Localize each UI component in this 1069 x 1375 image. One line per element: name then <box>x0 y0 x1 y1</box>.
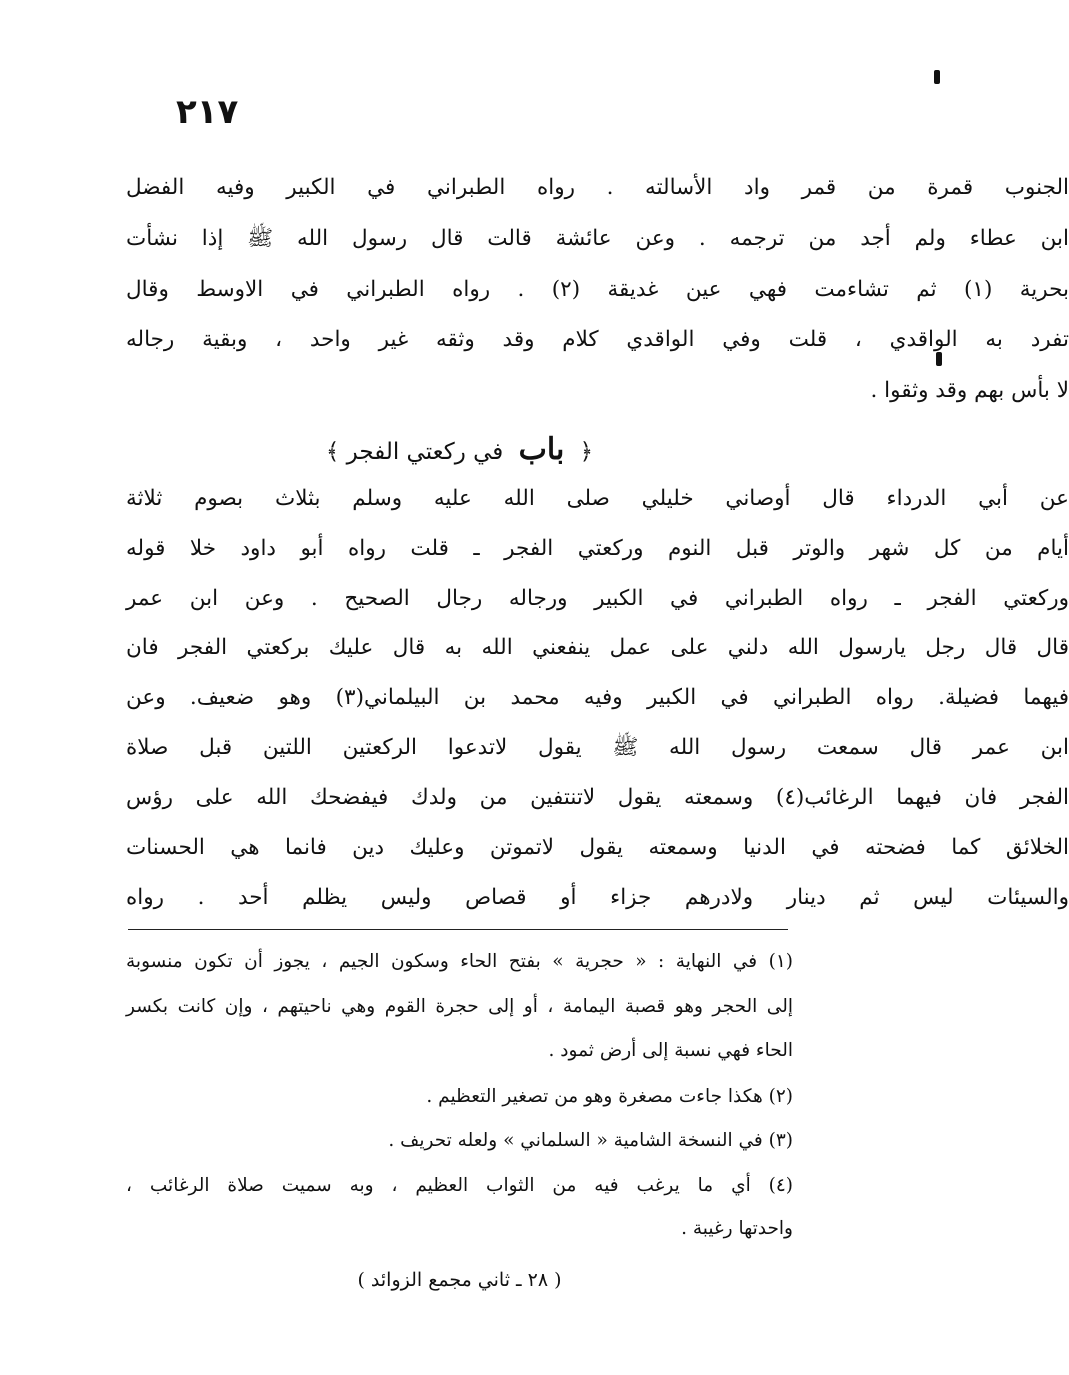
footnote-line: (٤) أي ما يرغب فيه من الثواب العظيم ، وبه سميت صلاة الرغائب ، <box>126 1175 793 1196</box>
footnote-line: (٣) في النسخة الشامية « السلماني » ولعله تحريف . <box>388 1130 793 1151</box>
body-line: بحرية (١) ثم تشاءمت فهي عين غديقة (٢) . رواه الطبراني في الاوسط وقال <box>126 277 1069 302</box>
body-line: قال قال رجل يارسول الله دلني على عمل ينفعني الله به قال عليك بركعتي الفجر فان <box>126 635 1069 660</box>
body-line: وركعتي الفجر ـ رواه الطبراني في الكبير ورجاله رجال الصحيح . وعن ابن عمر <box>126 586 1069 611</box>
body-line: الخلائق كما فضحته في الدنيا وسمعته يقول لاتموتن وعليك دين فانما هي الحسنات <box>126 835 1069 860</box>
footnote-divider <box>128 929 788 930</box>
heading-word: باب <box>518 432 565 467</box>
body-line: ابن عمر قال سمعت رسول الله ﷺ يقول لاتدعوا الركعتين اللتين قبل صلاة <box>126 735 1069 760</box>
signature-mark: ( ٢٨ ـ ثاني مجمع الزوائد ) <box>357 1269 562 1291</box>
heading-title: في ركعتي الفجر <box>346 439 504 465</box>
body-line: لا بأس بهم وقد وثقوا . <box>870 378 1069 403</box>
scan-edge-mark <box>936 352 942 366</box>
footnote-line: إلى الحجر وهو قصبة اليمامة ، أو إلى حجرة القوم وهي ناحيتهم ، وإن كانت بكسر <box>126 996 793 1017</box>
body-line: الفجر فان فيهما الرغائب(٤) وسمعته يقول لاتنتفين من ولدك فيفضحك الله على رؤس <box>126 785 1069 810</box>
footnote-line: الحاء فهي نسبة إلى أرض ثمود . <box>548 1040 793 1061</box>
body-line: الجنوب قمرة من قمر واد الأسالته . رواه الطبراني في الكبير وفيه الفضل <box>126 175 1069 200</box>
section-heading <box>126 430 793 472</box>
heading-bracket-open: ﴿ <box>579 439 594 465</box>
body-line: عن أبي الدرداء قال أوصاني خليلي صلى الله عليه وسلم بثلاث بصوم ثلاثة <box>126 486 1069 511</box>
footnote-line: (٢) هكذا جاءت مصغرة وهو من تصغير التعظيم . <box>426 1086 793 1107</box>
body-line: والسيئات ليس ثم دينار ولادرهم جزاء أو قصاص وليس يظلم أحد . رواه <box>126 885 1069 910</box>
heading-bracket-close: ﴾ <box>325 439 340 465</box>
footnote-line: (١) في النهاية : « حجرية » بفتح الحاء وسكون الجيم ، يجوز أن تكون منسوبة <box>126 951 793 972</box>
footnote-line: واحدتها رغيبة . <box>681 1218 793 1239</box>
scan-edge-mark <box>934 70 940 84</box>
body-line: ابن عطاء ولم أجد من ترجمه . وعن عائشة قالت قال رسول الله ﷺ إذا نشأت <box>126 226 1069 251</box>
body-line: تفرد به الواقدي ، قلت وفي الواقدي كلام وقد وثقه غير واحد ، وبقية رجاله <box>126 327 1069 352</box>
body-line: فيهما فضيلة. رواه الطبراني في الكبير وفيه محمد بن البيلماني(٣) وهو ضعيف. وعن <box>126 685 1069 710</box>
page-number: ٢١٧ <box>176 92 239 132</box>
body-line: أيام من كل شهر والوتر قبل النوم وركعتي الفجر ـ قلت رواه أبو داود خلا قوله <box>126 536 1069 561</box>
